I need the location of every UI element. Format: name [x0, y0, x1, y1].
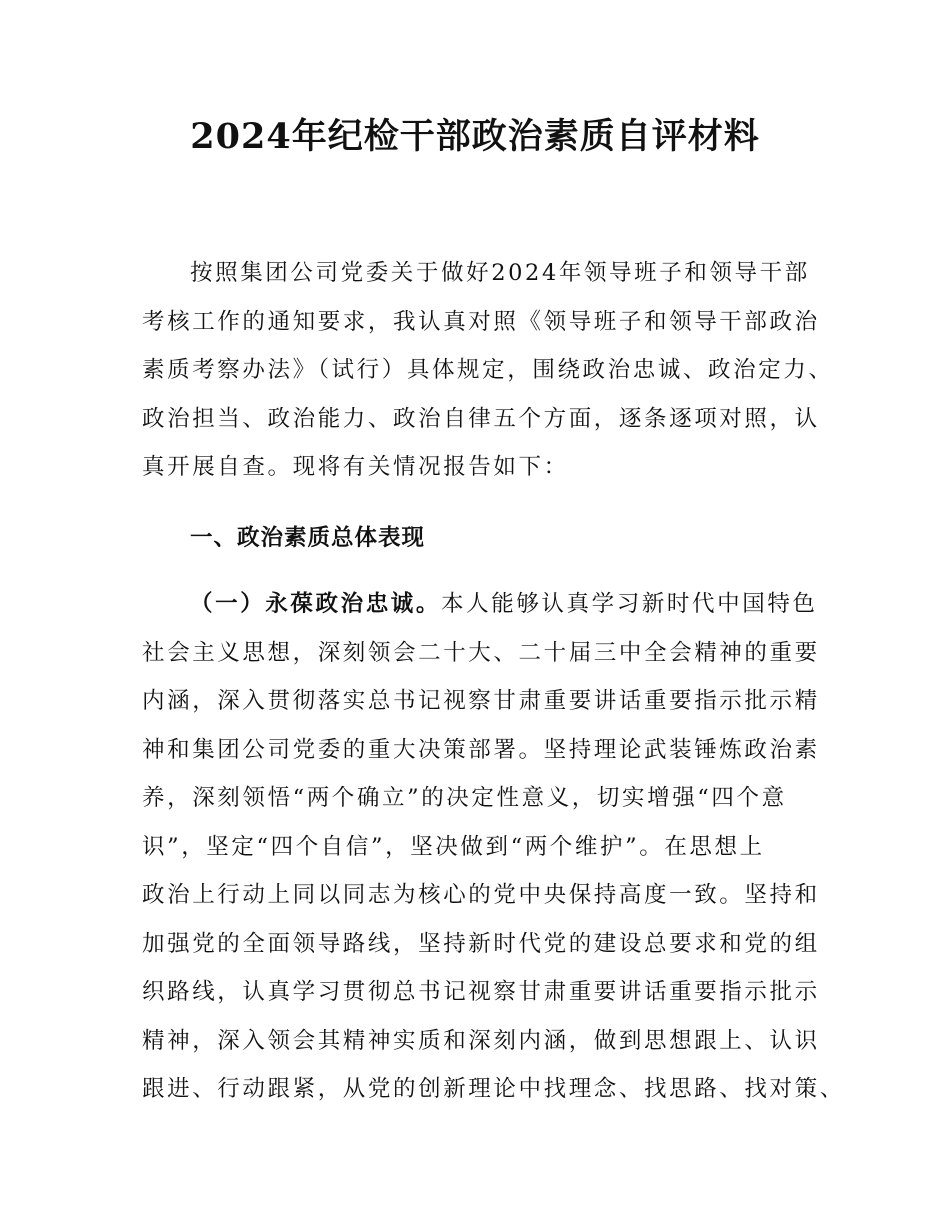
subsection-first-line: [142, 580, 818, 629]
body-line: 精神，深入领会其精神实质和深刻内涵，做到思想跟上、认识: [142, 1027, 820, 1054]
intro-line: 真开展自查。现将有关情况报告如下：: [142, 454, 569, 480]
section-heading: 一、政治素质总体表现: [190, 525, 426, 551]
subsection-heading: （一）永葆政治忠诚。: [190, 591, 442, 617]
intro-line: 考核工作的通知要求，我认真对照《领导班子和领导干部政治: [142, 308, 820, 335]
document-title: 2024年纪检干部政治素质自评材料: [190, 116, 760, 157]
intro-paragraph: [142, 249, 834, 492]
body-line: 内涵，深入贯彻落实总书记视察甘肃重要讲话重要指示批示精: [142, 688, 820, 714]
subsection-first-line-text: 本人能够认真学习新时代中国特色: [441, 591, 818, 617]
body-line: 神和集团公司党委的重大决策部署。坚持理论武装锤炼政治素: [142, 736, 820, 763]
body-line: 政治上行动上同以同志为核心的党中央保持高度一致。坚持和: [142, 882, 820, 908]
body-line: 织路线，认真学习贯彻总书记视察甘肃重要讲话重要指示批示: [142, 979, 820, 1005]
subsection-paragraph: [142, 580, 845, 1114]
body-line: 跟进、行动跟紧，从党的创新理论中找理念、找思路、找对策、: [142, 1076, 845, 1102]
body-line: 养，深刻领悟“两个确立”的决定性意义，切实增强“四个意: [142, 785, 787, 811]
intro-line: 政治担当、政治能力、政治自律五个方面，逐条逐项对照，认: [142, 405, 820, 432]
body-line: 加强党的全面领导路线，坚持新时代党的建设总要求和党的组: [142, 930, 820, 957]
section-heading-container: [142, 514, 814, 562]
body-line: 社会主义思想，深刻领会二十大、二十届三中全会精神的重要: [142, 639, 820, 666]
intro-line: 按照集团公司党委关于做好2024年领导班子和领导干部: [190, 260, 810, 286]
intro-line: 素质考察办法》（试行）具体规定，围绕政治忠诚、政治定力、: [142, 357, 834, 383]
body-line: 识”，坚定“四个自信”，坚决做到“两个维护”。在思想上: [142, 833, 765, 860]
